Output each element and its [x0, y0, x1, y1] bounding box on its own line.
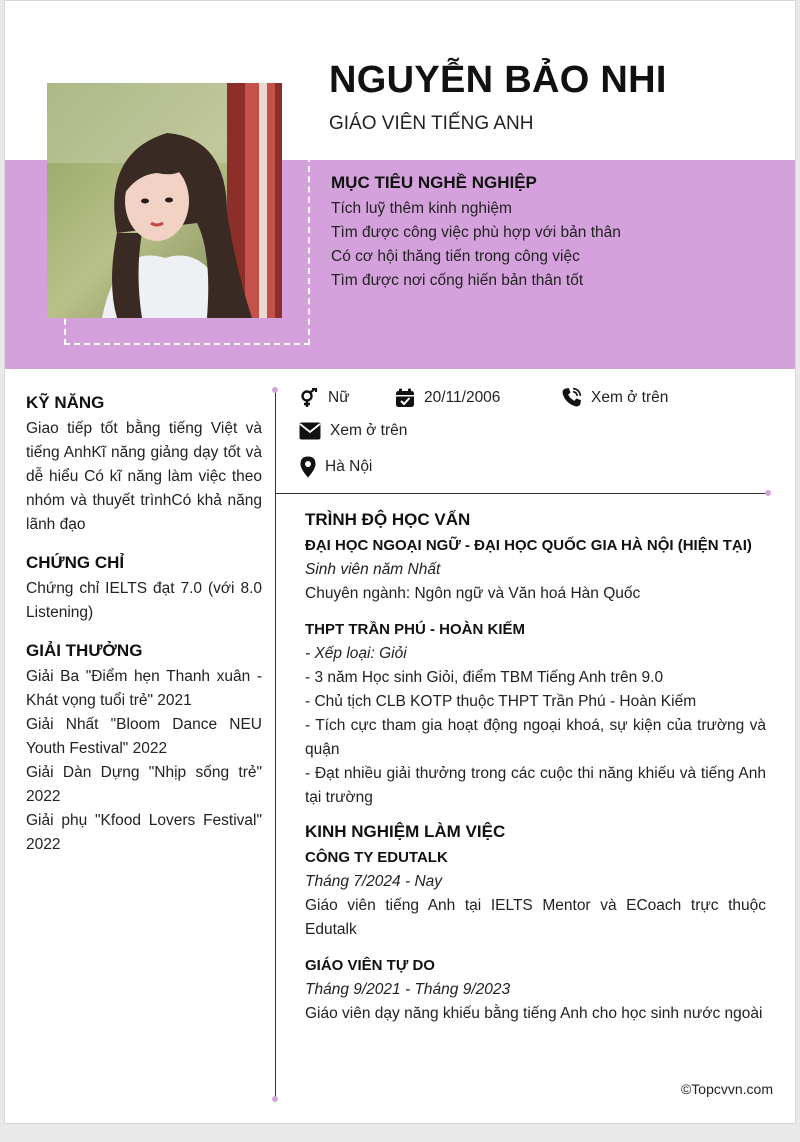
address-value: Hà Nội	[325, 458, 373, 475]
award-item: Giải Dàn Dựng "Nhịp sống trẻ" 2022	[26, 764, 262, 805]
award-item: Giải Ba "Điểm hẹn Thanh xuân - Khát vọng tuổi trẻ" 2021	[26, 668, 262, 709]
school-name: ĐẠI HỌC NGOẠI NGỮ - ĐẠI HỌC QUỐC GIA HÀ NỘI (HIỆN TẠI)	[305, 537, 752, 554]
job-period: Tháng 7/2024 - Nay	[305, 873, 443, 890]
email-icon	[299, 422, 321, 440]
school-detail: - Chủ tịch CLB KOTP thuộc THPT Trần Phú - Hoàn Kiếm	[305, 693, 697, 710]
column-divider	[275, 390, 276, 1100]
school-detail: Chuyên ngành: Ngôn ngữ và Văn hoá Hàn Quốc	[305, 585, 641, 602]
contact-phone	[561, 387, 668, 408]
candidate-name: NGUYỄN BẢO NHI	[329, 59, 667, 101]
objective-line: Có cơ hội thăng tiến trong công việc	[331, 248, 580, 265]
school-subtitle: Sinh viên năm Nhất	[305, 561, 441, 578]
school-name: THPT TRẦN PHÚ - HOÀN KIẾM	[305, 621, 525, 638]
company-name: CÔNG TY EDUTALK	[305, 849, 448, 866]
profile-photo	[47, 83, 282, 318]
email-value: Xem ở trên	[330, 422, 408, 439]
objective-line: Tìm được nơi cống hiến bản thân tốt	[331, 272, 584, 289]
contact-birthday	[395, 388, 500, 408]
birthday-value: 20/11/2006	[424, 389, 501, 406]
award-item: Giải phụ "Kfood Lovers Festival" 2022	[26, 812, 262, 853]
watermark: ©Topcvvn.com	[680, 1081, 773, 1097]
skills-heading: KỸ NĂNG	[26, 393, 105, 412]
skills-section	[26, 393, 262, 537]
cv-page	[4, 0, 796, 1124]
contact-address	[300, 456, 372, 478]
job-description: Giáo viên tiếng Anh tại IELTS Mentor và ECoach trực thuộc Edutalk	[305, 897, 766, 938]
objective-heading: MỤC TIÊU NGHỀ NGHIỆP	[331, 173, 537, 192]
certificates-text: Chứng chỉ IELTS đạt 7.0 (với 8.0 Listening)	[26, 580, 262, 621]
job-description: Giáo viên dạy năng khiếu bằng tiếng Anh cho học sinh nước ngoài	[305, 1005, 763, 1022]
awards-section	[26, 641, 262, 857]
contact-divider	[275, 493, 769, 494]
school-detail: - Tích cực tham gia hoạt động ngoại khoá, sự kiện của trường và quận	[305, 717, 766, 758]
phone-value: Xem ở trên	[591, 388, 669, 406]
certificates-heading: CHỨNG CHỈ	[26, 553, 125, 572]
objective-line: Tìm được công việc phù hợp với bản thân	[331, 224, 621, 241]
divider-dot-bottom	[272, 1096, 278, 1102]
job-title: GIÁO VIÊN TIẾNG ANH	[329, 113, 534, 134]
right-column	[305, 510, 766, 1026]
location-icon	[300, 456, 316, 478]
education-section	[305, 510, 766, 810]
skills-text: Giao tiếp tốt bằng tiếng Việt và tiếng AnhKĩ năng giảng dạy tốt và dễ hiểu Có kĩ năng làm việc theo nhóm và thuyết trìnhCó khả năng lãnh đạo	[26, 420, 262, 533]
calendar-icon	[395, 388, 415, 408]
career-objective-section	[331, 173, 771, 293]
objective-line: Tích luỹ thêm kinh nghiệm	[331, 200, 512, 217]
school-subtitle: - Xếp loại: Giỏi	[305, 645, 407, 662]
contact-divider-dot	[765, 490, 771, 496]
divider-dot-top	[272, 387, 278, 393]
contact-email	[299, 422, 407, 440]
gender-value: Nữ	[328, 389, 350, 406]
left-column	[26, 393, 262, 873]
education-heading: TRÌNH ĐỘ HỌC VẤN	[305, 510, 471, 529]
experience-heading: KINH NGHIỆM LÀM VIỆC	[305, 822, 506, 841]
certificates-section	[26, 553, 262, 625]
awards-heading: GIẢI THƯỞNG	[26, 641, 143, 660]
company-name: GIÁO VIÊN TỰ DO	[305, 957, 435, 974]
experience-section	[305, 822, 766, 1026]
school-detail: - 3 năm Học sinh Giỏi, điểm TBM Tiếng Anh trên 9.0	[305, 669, 664, 686]
award-item: Giải Nhất "Bloom Dance NEU Youth Festival" 2022	[26, 716, 262, 757]
phone-icon	[561, 387, 582, 408]
gender-icon	[299, 388, 319, 408]
job-period: Tháng 9/2021 - Tháng 9/2023	[305, 981, 511, 998]
school-detail: - Đạt nhiều giải thưởng trong các cuộc thi năng khiếu và tiếng Anh tại trường	[305, 765, 766, 806]
contact-gender	[299, 388, 350, 408]
